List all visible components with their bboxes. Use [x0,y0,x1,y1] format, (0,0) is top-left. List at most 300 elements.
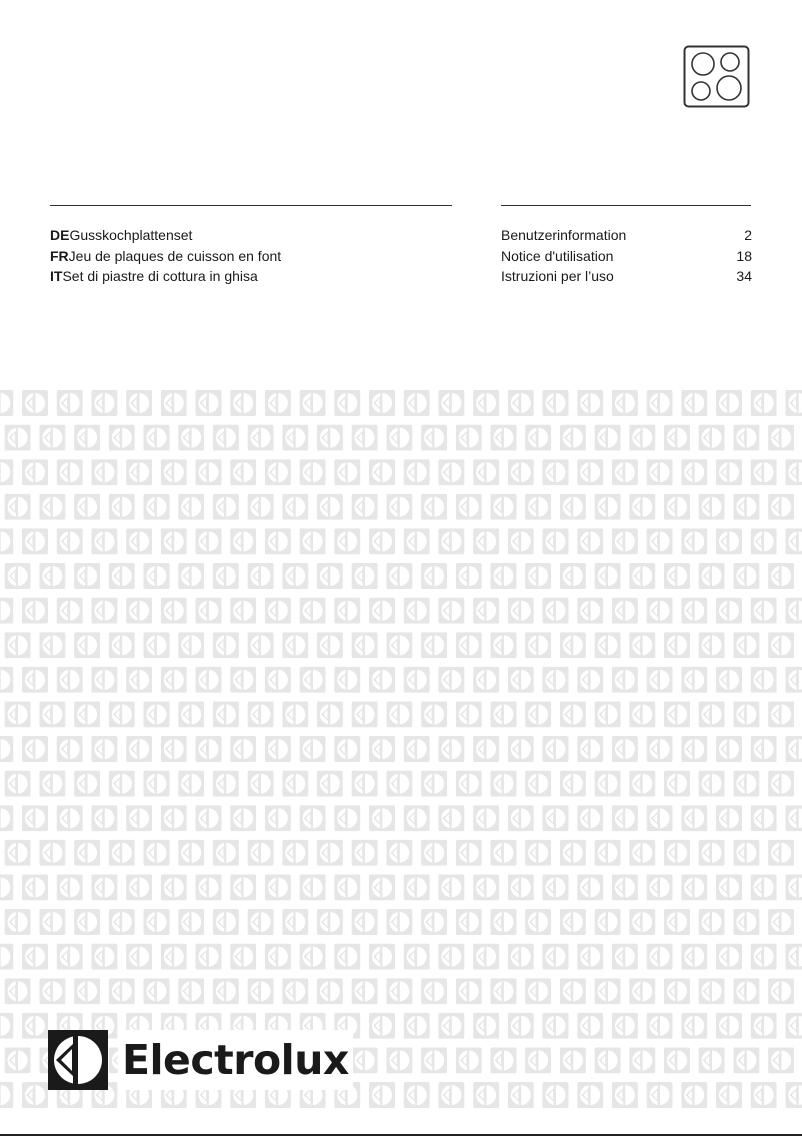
pattern-tile-icon [265,598,291,624]
pattern-tile-icon [543,528,569,554]
pattern-tile-icon [386,771,412,797]
pattern-tile-icon [22,1013,48,1039]
pattern-tile-icon [681,390,707,416]
pattern-tile-icon [213,563,239,589]
pattern-tile-icon [74,425,100,451]
pattern-tile-icon [473,390,499,416]
pattern-tile-icon [491,425,517,451]
title: Jeu de plaques de cuisson en font [68,248,282,264]
pattern-tile-icon [334,667,360,693]
pattern-tile-icon [543,667,569,693]
pattern-tile-icon [230,874,256,900]
pattern-tile-icon [751,598,777,624]
pattern-tile-icon [577,390,603,416]
pattern-tile-icon [91,528,117,554]
pattern-tile-icon [126,390,152,416]
pattern-tile-icon [612,944,638,970]
pattern-tile-icon [334,598,360,624]
pattern-tile-icon [681,874,707,900]
pattern-tile-icon [664,978,690,1004]
pattern-tile-icon [560,632,586,658]
pattern-tile-icon [751,805,777,831]
pattern-tile-icon [577,667,603,693]
pattern-tile-icon [716,598,742,624]
pattern-tile-icon [91,459,117,485]
pattern-tile-icon [352,771,378,797]
pattern-tile-icon [733,632,759,658]
pattern-tile-icon [664,909,690,935]
pattern-tile-icon [733,1047,759,1073]
pattern-tile-icon [560,563,586,589]
pattern-tile-icon [768,771,794,797]
pattern-tile-icon [768,563,794,589]
pattern-tile-icon [629,771,655,797]
pattern-tile-icon [0,598,13,624]
pattern-tile-icon [22,1082,48,1108]
pattern-tile-icon [22,528,48,554]
pattern-tile-icon [508,1082,534,1108]
pattern-tile-icon [144,771,170,797]
pattern-tile-icon [300,390,326,416]
pattern-tile-icon [751,528,777,554]
pattern-tile-icon [733,978,759,1004]
pattern-tile-icon [144,978,170,1004]
pattern-tile-icon [91,667,117,693]
pattern-tile-icon [595,494,621,520]
pattern-tile-icon [144,909,170,935]
pattern-tile-icon [768,978,794,1004]
pattern-tile-icon [768,425,794,451]
pattern-tile-icon [508,528,534,554]
pattern-tile-icon [543,1013,569,1039]
pattern-tile-icon [525,425,551,451]
pattern-tile-icon [751,944,777,970]
pattern-tile-icon [74,632,100,658]
pattern-tile-icon [39,771,65,797]
pattern-tile-icon [300,667,326,693]
doc-type-it: Istruzioni per l’uso [501,268,614,284]
pattern-tile-icon [39,494,65,520]
pattern-tile-icon [768,840,794,866]
pattern-tile-icon [386,1047,412,1073]
pattern-tile-icon [213,840,239,866]
pattern-tile-icon [508,1013,534,1039]
page-number-it: 34 [736,268,752,284]
pattern-tile-icon [664,632,690,658]
pattern-tile-icon [248,701,274,727]
pattern-tile-icon [282,909,308,935]
pattern-tile-icon [525,1047,551,1073]
pattern-tile-icon [664,563,690,589]
pattern-tile-icon [785,459,802,485]
pattern-tile-icon [300,736,326,762]
pattern-tile-icon [681,805,707,831]
page-number-fr: 18 [736,248,752,264]
pattern-tile-icon [681,667,707,693]
pattern-tile-icon [213,978,239,1004]
pattern-tile-icon [126,459,152,485]
pattern-tile-icon [716,736,742,762]
pattern-tile-icon [386,425,412,451]
pattern-tile-icon [421,632,447,658]
pattern-tile-icon [716,390,742,416]
pattern-tile-icon [5,701,31,727]
pattern-tile-icon [629,563,655,589]
pattern-tile-icon [0,528,13,554]
pattern-tile-icon [629,425,655,451]
pattern-tile-icon [421,840,447,866]
pattern-tile-icon [733,909,759,935]
pattern-tile-icon [491,840,517,866]
pattern-tile-icon [57,736,83,762]
pattern-tile-icon [317,632,343,658]
pattern-tile-icon [647,598,673,624]
pattern-tile-icon [178,978,204,1004]
pattern-tile-icon [196,528,222,554]
pattern-tile-icon [39,909,65,935]
pattern-tile-icon [317,978,343,1004]
pattern-tile-icon [300,598,326,624]
pattern-tile-icon [647,459,673,485]
pattern-tile-icon [785,874,802,900]
pattern-tile-icon [213,701,239,727]
pattern-tile-icon [577,459,603,485]
pattern-tile-icon [178,771,204,797]
pattern-tile-icon [733,771,759,797]
pattern-tile-icon [438,667,464,693]
pattern-tile-icon [196,944,222,970]
pattern-tile-icon [612,390,638,416]
pattern-tile-icon [265,736,291,762]
pattern-tile-icon [577,528,603,554]
pattern-tile-icon [39,978,65,1004]
pattern-tile-icon [751,1082,777,1108]
pattern-tile-icon [144,425,170,451]
pattern-tile-icon [560,701,586,727]
pattern-tile-icon [785,736,802,762]
pattern-tile-icon [265,459,291,485]
pattern-tile-icon [595,978,621,1004]
pattern-tile-icon [473,874,499,900]
pattern-tile-icon [352,494,378,520]
pattern-tile-icon [491,1047,517,1073]
pattern-tile-icon [647,390,673,416]
pattern-tile-icon [629,632,655,658]
pattern-tile-icon [282,701,308,727]
pattern-tile-icon [612,805,638,831]
pattern-tile-icon [612,1082,638,1108]
pattern-tile-icon [647,667,673,693]
pattern-tile-icon [144,840,170,866]
pattern-tile-icon [230,667,256,693]
pattern-tile-icon [612,874,638,900]
pattern-tile-icon [300,874,326,900]
pattern-tile-icon [109,771,135,797]
pattern-tile-icon [699,425,725,451]
pattern-tile-icon [22,459,48,485]
pattern-tile-icon [438,528,464,554]
pattern-tile-icon [785,528,802,554]
pattern-tile-icon [438,390,464,416]
pattern-tile-icon [647,736,673,762]
pattern-tile-icon [5,563,31,589]
pattern-tile-icon [161,805,187,831]
pattern-tile-icon [404,1013,430,1039]
pattern-tile-icon [91,874,117,900]
pattern-tile-icon [5,978,31,1004]
pattern-tile-icon [751,390,777,416]
pattern-tile-icon [491,978,517,1004]
pattern-tile-icon [0,667,13,693]
pattern-tile-icon [248,840,274,866]
pattern-tile-icon [57,598,83,624]
pattern-tile-icon [421,771,447,797]
pattern-tile-icon [126,805,152,831]
pattern-tile-icon [196,667,222,693]
pattern-tile-icon [733,840,759,866]
pattern-tile-icon [369,390,395,416]
pattern-tile-icon [352,840,378,866]
lang-code: DE [50,227,70,243]
pattern-tile-icon [577,598,603,624]
pattern-tile-icon [161,528,187,554]
pattern-tile-icon [404,944,430,970]
pattern-tile-icon [265,944,291,970]
pattern-tile-icon [369,944,395,970]
pattern-tile-icon [543,944,569,970]
pattern-tile-icon [369,598,395,624]
pattern-tile-icon [352,1047,378,1073]
pattern-tile-icon [386,840,412,866]
pattern-tile-icon [768,909,794,935]
pattern-tile-icon [91,736,117,762]
pattern-tile-icon [369,1082,395,1108]
lang-code: IT [50,268,63,284]
pattern-tile-icon [317,771,343,797]
pattern-tile-icon [317,494,343,520]
pattern-tile-icon [369,667,395,693]
pattern-tile-icon [421,978,447,1004]
pattern-tile-icon [456,425,482,451]
pattern-tile-icon [629,494,655,520]
pattern-tile-icon [369,874,395,900]
pattern-tile-icon [404,805,430,831]
pattern-tile-icon [39,425,65,451]
pattern-tile-icon [178,425,204,451]
pattern-tile-icon [161,667,187,693]
pattern-tile-icon [785,390,802,416]
pattern-tile-icon [317,840,343,866]
pattern-tile-icon [126,528,152,554]
pattern-tile-icon [473,667,499,693]
pattern-tile-icon [577,736,603,762]
pattern-tile-icon [456,909,482,935]
pattern-tile-icon [213,771,239,797]
pattern-tile-icon [699,978,725,1004]
pattern-tile-icon [248,632,274,658]
pattern-tile-icon [334,736,360,762]
pattern-tile-icon [664,701,690,727]
pattern-tile-icon [74,494,100,520]
pattern-tile-icon [751,667,777,693]
pattern-tile-icon [404,1082,430,1108]
pattern-tile-icon [508,805,534,831]
pattern-tile-icon [595,1047,621,1073]
pattern-tile-icon [525,840,551,866]
pattern-tile-icon [91,944,117,970]
pattern-tile-icon [491,494,517,520]
pattern-tile-icon [525,563,551,589]
pattern-tile-icon [178,840,204,866]
pattern-tile-icon [699,494,725,520]
pattern-tile-icon [577,805,603,831]
pattern-tile-icon [282,978,308,1004]
pattern-tile-icon [57,528,83,554]
pattern-tile-icon [109,632,135,658]
pattern-tile-icon [352,632,378,658]
pattern-tile-icon [386,909,412,935]
pattern-tile-icon [491,563,517,589]
pattern-tile-icon [716,1082,742,1108]
pattern-tile-icon [612,736,638,762]
pattern-tile-icon [716,805,742,831]
pattern-tile-icon [74,909,100,935]
pattern-tile-icon [595,840,621,866]
pattern-tile-icon [161,944,187,970]
pattern-tile-icon [213,494,239,520]
pattern-tile-icon [230,736,256,762]
pattern-tile-icon [525,632,551,658]
pattern-tile-icon [144,701,170,727]
pattern-tile-icon [473,459,499,485]
pattern-tile-icon [733,701,759,727]
pattern-tile-icon [699,840,725,866]
pattern-tile-icon [5,632,31,658]
pattern-tile-icon [109,563,135,589]
pattern-tile-icon [248,771,274,797]
pattern-tile-icon [560,425,586,451]
pattern-tile-icon [508,874,534,900]
pattern-tile-icon [22,667,48,693]
pattern-tile-icon [0,1082,13,1108]
pattern-tile-icon [577,1082,603,1108]
pattern-tile-icon [473,1082,499,1108]
brand-name: Electrolux [118,1030,353,1090]
pattern-tile-icon [595,909,621,935]
pattern-tile-icon [768,1047,794,1073]
pattern-tile-icon [230,944,256,970]
pattern-tile-icon [144,494,170,520]
pattern-tile-icon [144,563,170,589]
pattern-tile-icon [196,874,222,900]
pattern-tile-icon [785,1013,802,1039]
pattern-tile-icon [39,632,65,658]
pattern-tile-icon [647,1082,673,1108]
pattern-tile-icon [57,944,83,970]
pattern-tile-icon [352,909,378,935]
pattern-tile-icon [22,874,48,900]
pattern-tile-icon [612,667,638,693]
pattern-tile-icon [0,390,13,416]
pattern-tile-icon [699,563,725,589]
pattern-tile-icon [699,771,725,797]
pattern-tile-icon [334,944,360,970]
pattern-tile-icon [282,494,308,520]
pattern-tile-icon [560,909,586,935]
pattern-tile-icon [456,771,482,797]
pattern-tile-icon [733,494,759,520]
pattern-tile-icon [5,1047,31,1073]
pattern-tile-icon [178,494,204,520]
pattern-tile-icon [57,805,83,831]
pattern-tile-icon [213,632,239,658]
pattern-tile-icon [491,771,517,797]
pattern-tile-icon [369,1013,395,1039]
pattern-tile-icon [577,1013,603,1039]
pattern-tile-icon [91,390,117,416]
pattern-tile-icon [334,805,360,831]
pattern-tile-icon [785,598,802,624]
pattern-tile-icon [144,632,170,658]
pattern-tile-icon [543,805,569,831]
pattern-tile-icon [681,528,707,554]
pattern-tile-icon [681,598,707,624]
pattern-tile-icon [629,840,655,866]
pattern-tile-icon [716,944,742,970]
pattern-tile-icon [0,1013,13,1039]
pattern-tile-icon [230,805,256,831]
pattern-tile-icon [265,874,291,900]
doc-type-fr: Notice d'utilisation [501,248,614,264]
pattern-tile-icon [109,840,135,866]
pattern-tile-icon [681,1082,707,1108]
pattern-tile-icon [39,701,65,727]
lang-code: FR [50,248,69,264]
pattern-tile-icon [508,667,534,693]
pattern-tile-icon [74,978,100,1004]
pattern-tile-icon [716,459,742,485]
pattern-tile-icon [560,494,586,520]
pattern-tile-icon [0,874,13,900]
pattern-tile-icon [109,909,135,935]
pattern-tile-icon [404,459,430,485]
pattern-tile-icon [352,701,378,727]
pattern-tile-icon [456,1047,482,1073]
pattern-tile-icon [22,736,48,762]
pattern-tile-icon [560,771,586,797]
pattern-tile-icon [369,459,395,485]
pattern-tile-icon [178,563,204,589]
pattern-tile-icon [109,701,135,727]
pattern-tile-icon [525,978,551,1004]
pattern-tile-icon [456,840,482,866]
pattern-tile-icon [768,701,794,727]
pattern-tile-icon [716,667,742,693]
pattern-tile-icon [681,944,707,970]
pattern-tile-icon [109,978,135,1004]
pattern-tile-icon [438,598,464,624]
pattern-tile-icon [300,944,326,970]
pattern-tile-icon [282,563,308,589]
pattern-tile-icon [560,840,586,866]
title: Set di piastre di cottura in ghisa [62,268,258,284]
pattern-tile-icon [647,528,673,554]
pattern-tile-icon [196,598,222,624]
pattern-tile-icon [161,736,187,762]
pattern-tile-icon [74,840,100,866]
page-number-de: 2 [744,227,752,243]
pattern-tile-icon [595,563,621,589]
